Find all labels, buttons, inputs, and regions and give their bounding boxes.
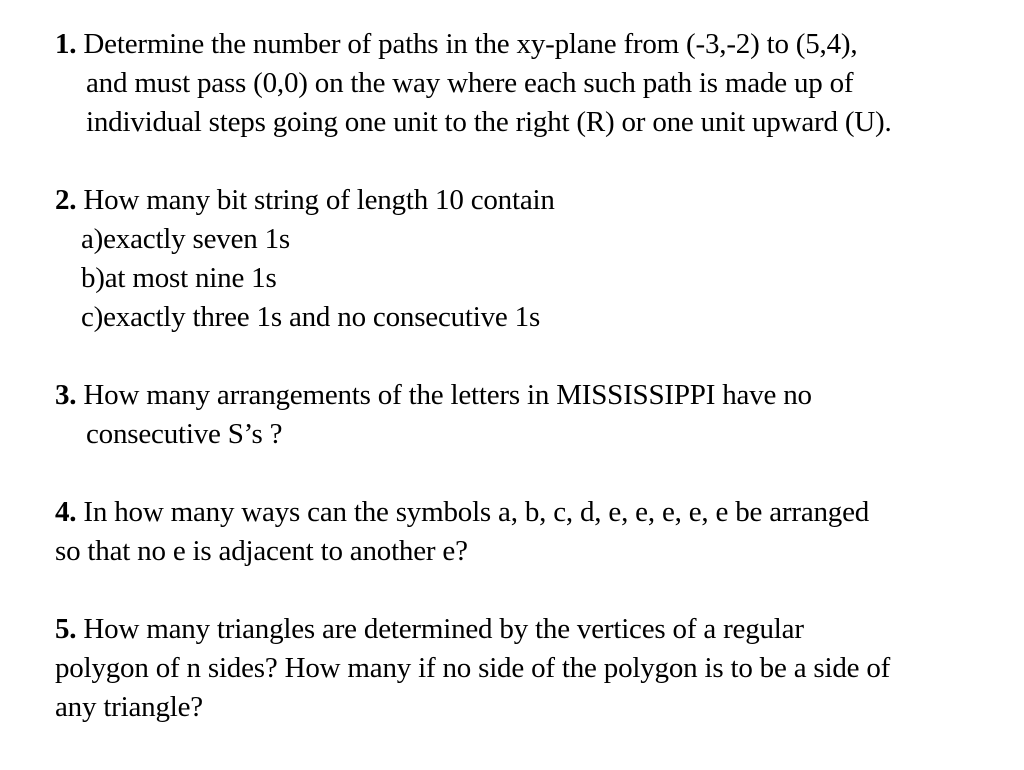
problem-2-text-1: How many bit string of length 10 contain bbox=[83, 184, 555, 216]
problem-4-line-2: so that no e is adjacent to another e? bbox=[55, 535, 468, 567]
problem-2-part-c: c)exactly three 1s and no consecutive 1s bbox=[81, 301, 541, 333]
problem-2-part-b: b)at most nine 1s bbox=[81, 262, 277, 294]
problem-2-number: 2. bbox=[55, 184, 77, 216]
problem-4-line-1 bbox=[55, 495, 869, 529]
problem-5-line-2: polygon of n sides? How many if no side of the polygon is to be a side of bbox=[55, 652, 891, 684]
problem-1-line-2: and must pass (0,0) on the way where each such path is made up of bbox=[86, 67, 854, 99]
problem-3-line-2: consecutive S’s ? bbox=[86, 418, 283, 450]
problem-3-text-1: How many arrangements of the letters in MISSISSIPPI have no bbox=[83, 379, 812, 411]
problem-4-number: 4. bbox=[55, 496, 77, 528]
problem-1-number: 1. bbox=[55, 28, 77, 60]
problem-1-line-1 bbox=[55, 27, 857, 61]
problem-5-text-1: How many triangles are determined by the vertices of a regular bbox=[83, 613, 804, 645]
problem-3-number: 3. bbox=[55, 379, 77, 411]
problem-5-line-1 bbox=[55, 612, 804, 646]
problem-3-line-1 bbox=[55, 378, 812, 412]
problem-2-line-1 bbox=[55, 183, 555, 217]
problem-1-text-1: Determine the number of paths in the xy-plane from (-3,-2) to (5,4), bbox=[83, 28, 858, 60]
problem-2-part-a: a)exactly seven 1s bbox=[81, 223, 290, 255]
problem-4-text-1: In how many ways can the symbols a, b, c, d, e, e, e, e, e be arranged bbox=[83, 496, 870, 528]
problem-5-number: 5. bbox=[55, 613, 77, 645]
problem-1-line-3: individual steps going one unit to the right (R) or one unit upward (U). bbox=[86, 106, 892, 138]
problem-5-line-3: any triangle? bbox=[55, 691, 203, 723]
